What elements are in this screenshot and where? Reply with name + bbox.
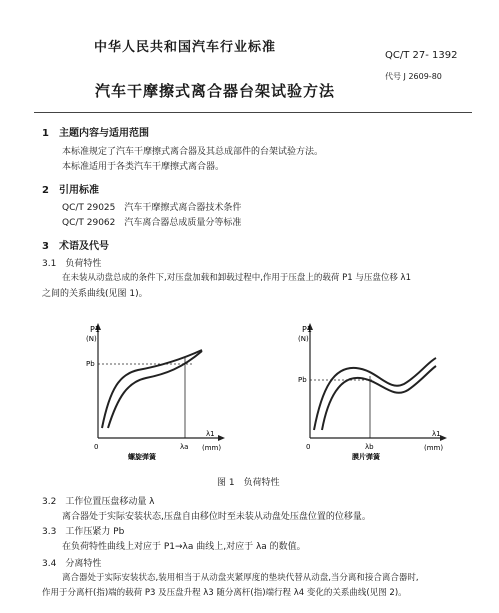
lambda-b-label: λb xyxy=(365,443,374,451)
y-axis-label: P1 xyxy=(90,325,100,334)
section-1-heading: 1 主题内容与适用范围 xyxy=(42,128,149,139)
section-2-heading: 2 引用标准 xyxy=(42,185,99,196)
section-3-1-paragraph-line-2: 之间的关系曲线(见图 1)。 xyxy=(42,289,148,299)
reference-standard-2: QC/T 29062 汽车离合器总成质量分等标准 xyxy=(62,218,242,228)
x-axis-label: λ1 xyxy=(432,430,441,438)
pb-label: Pb xyxy=(86,360,95,368)
diaphragm-spring-caption: 膜片弹簧 xyxy=(352,453,380,460)
section-3-3-paragraph: 在负荷特性曲线上对应于 P1→λa 曲线上,对应于 λa 的数值。 xyxy=(62,542,306,552)
standard-organization-heading: 中华人民共和国汽车行业标准 xyxy=(94,40,277,55)
section-3-3-heading: 3.3 工作压紧力 Pb xyxy=(42,527,125,537)
diaphragm-spring-load-curve xyxy=(282,318,462,460)
reference-standard-1: QC/T 29025 汽车干摩擦式离合器技术条件 xyxy=(62,203,242,213)
lambda-a-label: λa xyxy=(180,443,189,451)
coil-spring-caption: 螺旋弹簧 xyxy=(128,453,156,460)
origin-label: 0 xyxy=(94,443,99,451)
header-divider xyxy=(34,112,472,113)
section-3-heading: 3 术语及代号 xyxy=(42,241,109,252)
y-axis-unit: (N) xyxy=(86,335,97,343)
replacement-code: 代号 J 2609-80 xyxy=(385,72,442,81)
section-3-4-heading: 3.4 分离特性 xyxy=(42,559,102,569)
origin-label: 0 xyxy=(306,443,311,451)
y-axis-unit: (N) xyxy=(298,335,309,343)
section-3-1-heading: 3.1 负荷特性 xyxy=(42,259,102,269)
section-3-1-paragraph-line-1: 在未装从动盘总成的条件下,对压盘加载和卸载过程中,作用于压盘上的载荷 P1 与压盘位移 λ1 xyxy=(62,273,411,283)
x-axis-unit: (mm) xyxy=(202,444,222,452)
coil-spring-load-curve xyxy=(70,318,240,460)
section-3-4-paragraph-line-2: 作用于分离杆(指)端的载荷 P3 及压盘升程 λ3 随分离杆(指)端行程 λ4 变化的关系曲线(见图 2)。 xyxy=(42,588,407,598)
figure-1-caption: 图 1 负荷特性 xyxy=(217,478,280,488)
section-3-4-paragraph-line-1: 离合器处于实际安装状态,装用相当于从动盘夹紧厚度的垫块代替从动盘,当分离和接合离合器时, xyxy=(62,573,419,583)
x-axis-unit: (mm) xyxy=(424,444,444,452)
section-1-paragraph-2: 本标准适用于各类汽车干摩擦式离合器。 xyxy=(62,162,225,172)
section-3-2-heading: 3.2 工作位置压盘移动量 λ xyxy=(42,497,155,507)
section-1-paragraph-1: 本标准规定了汽车干摩擦式离合器及其总成部件的台架试验方法。 xyxy=(62,147,324,157)
x-axis-label: λ1 xyxy=(206,430,215,438)
document-title: 汽车干摩擦式离合器台架试验方法 xyxy=(95,82,336,100)
pb-label: Pb xyxy=(298,376,307,384)
y-axis-label: P1 xyxy=(302,325,312,334)
standard-number: QC/T 27- 1392 xyxy=(385,50,458,61)
section-3-2-paragraph: 离合器处于实际安装状态,压盘自由移位时至未装从动盘处压盘位置的位移量。 xyxy=(62,512,371,522)
